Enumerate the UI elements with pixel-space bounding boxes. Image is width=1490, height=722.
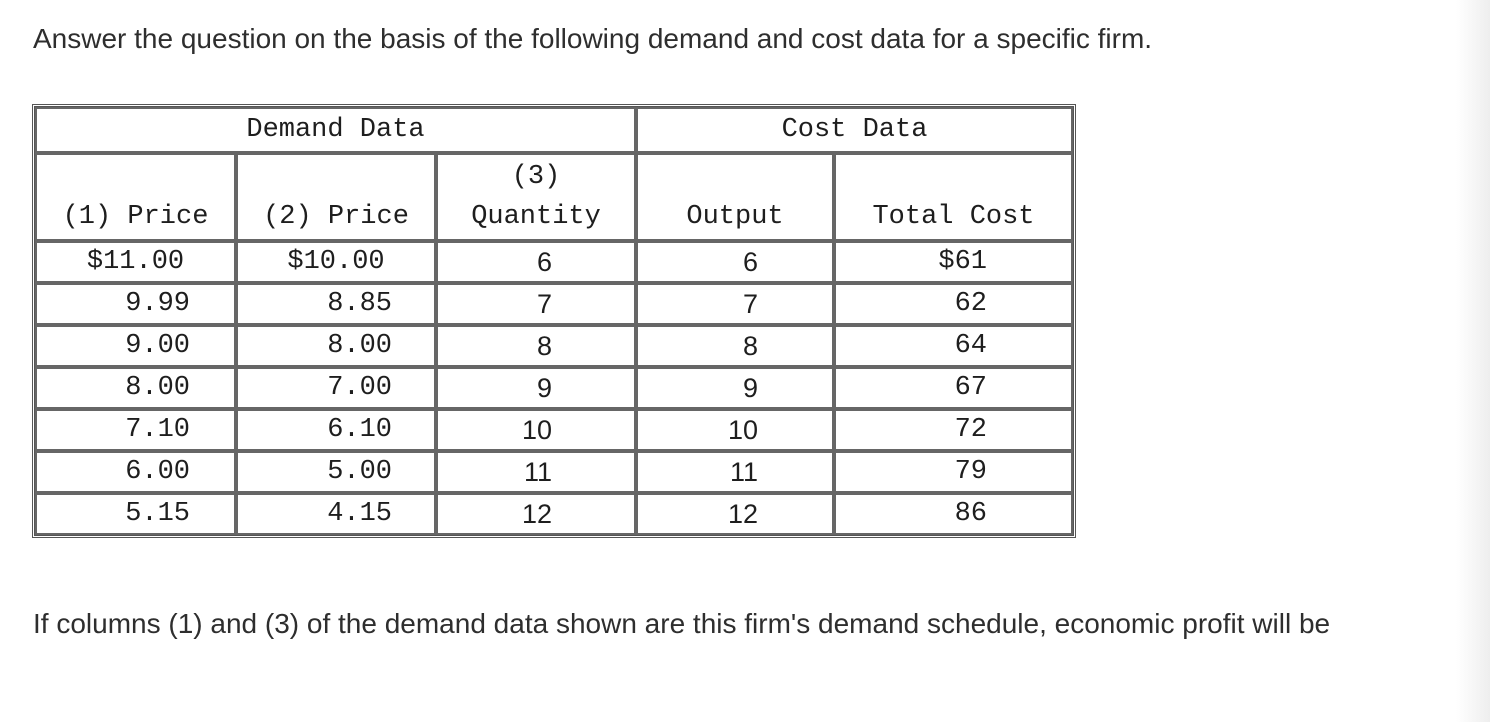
cost-data-header: Cost Data [636,107,1073,153]
intro-text: Answer the question on the basis of the following demand and cost data for a specific firm. [33,23,1153,54]
price-1-cell: 9.99 [35,283,236,325]
total-cost-cell: $61 [834,241,1073,283]
price-2-cell: 8.00 [236,325,436,367]
total-cost-cell: 67 [834,367,1073,409]
price-2-cell: 8.85 [236,283,436,325]
output-cell: 7 [636,283,834,325]
page-edge-shadow [1456,0,1490,722]
quantity-cell: 6 [436,241,636,283]
output-cell: 6 [636,241,834,283]
column-header-row [35,153,1073,241]
demand-cost-table [32,104,1076,538]
table-row [35,241,1073,283]
output-header: Output [636,153,834,241]
table-row [35,367,1073,409]
quantity-header [436,153,636,241]
table-row [35,325,1073,367]
group-header-row [35,107,1073,153]
price-2-cell: 7.00 [236,367,436,409]
price-2-cell: 6.10 [236,409,436,451]
output-cell: 10 [636,409,834,451]
quantity-header-label: Quantity [471,202,601,232]
quantity-cell: 10 [436,409,636,451]
quantity-cell: 9 [436,367,636,409]
quantity-cell: 12 [436,493,636,535]
demand-data-header: Demand Data [35,107,636,153]
quantity-cell: 7 [436,283,636,325]
price-1-cell: 7.10 [35,409,236,451]
output-cell: 11 [636,451,834,493]
table-row [35,283,1073,325]
price-1-cell: 9.00 [35,325,236,367]
total-cost-cell: 79 [834,451,1073,493]
total-cost-cell: 86 [834,493,1073,535]
total-cost-cell: 72 [834,409,1073,451]
price-2-cell: $10.00 [236,241,436,283]
price-2-cell: 4.15 [236,493,436,535]
output-cell: 9 [636,367,834,409]
price-1-cell: 5.15 [35,493,236,535]
table-row [35,409,1073,451]
table-row [35,451,1073,493]
price-1-cell: 8.00 [35,367,236,409]
output-cell: 8 [636,325,834,367]
quantity-cell: 11 [436,451,636,493]
output-cell: 12 [636,493,834,535]
price-2-header: (2) Price [236,153,436,241]
total-cost-cell: 64 [834,325,1073,367]
price-1-cell: $11.00 [35,241,236,283]
question-text: If columns (1) and (3) of the demand data shown are this firm's demand schedule, economic profit will be [33,608,1331,639]
price-1-cell: 6.00 [35,451,236,493]
total-cost-header: Total Cost [834,153,1073,241]
table-row [35,493,1073,535]
price-2-cell: 5.00 [236,451,436,493]
quantity-header-number: (3) [511,162,561,192]
quantity-cell: 8 [436,325,636,367]
price-1-header: (1) Price [35,153,236,241]
total-cost-cell: 62 [834,283,1073,325]
